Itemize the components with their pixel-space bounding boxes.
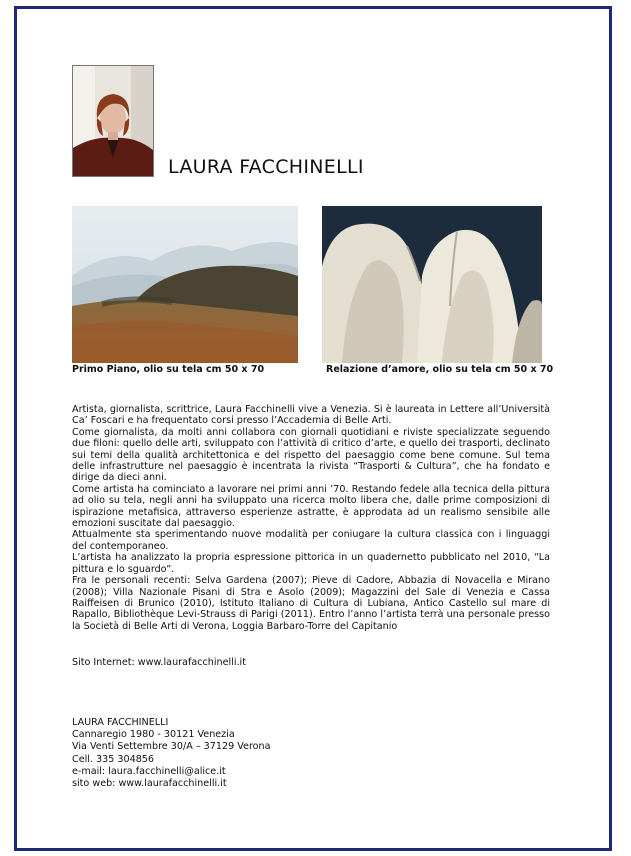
painting-caption-1: Primo Piano, olio su tela cm 50 x 70 — [72, 364, 265, 375]
contact-address-verona: Via Venti Settembre 30/A – 37129 Verona — [72, 741, 271, 753]
bio-paragraph: Fra le personali recenti: Selva Gardena (2007); Pieve di Cadore, Abbazia di Novacella e Mirano (2008); Villa Nazionale Pisani di Stra e Asolo (2009); Magazzini del Sale di Venezia e Cassa Raiffeisen di Brunico (2010), Istituto Italiano di Cultura di Lubiana, Antico Castello sul mare di Rapallo, Bibliothèque Levi-Strauss di Parigi (2011). Entro l’anno l’artista terrà una personale presso la Società di Belle Arti di Verona, Loggia Barbaro-Torre del Capitanio — [72, 575, 550, 632]
painting-primo-piano — [72, 206, 298, 363]
bio-paragraph: Attualmente sta sperimentando nuove modalità per coniugare la cultura classica con i linguaggi del contemporaneo. — [72, 529, 550, 552]
painting-caption-2: Relazione d’amore, olio su tela cm 50 x 70 — [326, 364, 554, 375]
contact-phone: Cell. 335 304856 — [72, 753, 155, 765]
bio-paragraph: Come artista ha cominciato a lavorare nei primi anni ’70. Restando fedele alla tecnica della pittura ad olio su tela, negli anni ha sviluppato una ricerca molto libera che, dalle prime composizioni di ispirazione metafisica, attraverso esperienze astratte, è approdata ad un realismo sensibile alle emozioni suscitate dal paesaggio. — [72, 483, 550, 530]
biography — [72, 404, 550, 632]
bio-paragraph: Artista, giornalista, scrittrice, Laura Facchinelli vive a Venezia. Si è laureata in Lettere all’Università Ca’ Foscari e ha frequentato corsi presso l’Accademia di Belle Arti. — [72, 404, 550, 427]
contact-name: LAURA FACCHINELLI — [72, 717, 169, 728]
bio-paragraph: L’artista ha analizzato la propria espressione pittorica in un quadernetto pubblicato nel 2010, “La pittura e lo sguardo”. — [72, 552, 550, 575]
bio-paragraph: Come giornalista, da molti anni collabora con giornali quotidiani e riviste specializzate seguendo due filoni: quello delle arti, sviluppato con l’attività di critico d’arte, e quello dei trasporti, declinato sui temi della qualità architettonica e del rispetto del paesaggio come bene comune. Sul tema delle infrastrutture nel paesaggio è incentrata la rivista “Trasporti & Cultura”, che ha fondato e dirige da dieci anni. — [72, 426, 550, 484]
website-line: Sito Internet: www.laurafacchinelli.it — [72, 657, 246, 668]
contact-block — [72, 717, 271, 790]
artist-name: LAURA FACCHINELLI — [168, 156, 364, 178]
contact-address-venezia: Cannaregio 1980 - 30121 Venezia — [72, 729, 235, 741]
artist-portrait — [72, 65, 154, 177]
contact-website[interactable]: sito web: www.laurafacchinelli.it — [72, 778, 227, 790]
contact-email[interactable]: e-mail: laura.facchinelli@alice.it — [72, 765, 226, 777]
painting-relazione-damore — [322, 206, 542, 363]
